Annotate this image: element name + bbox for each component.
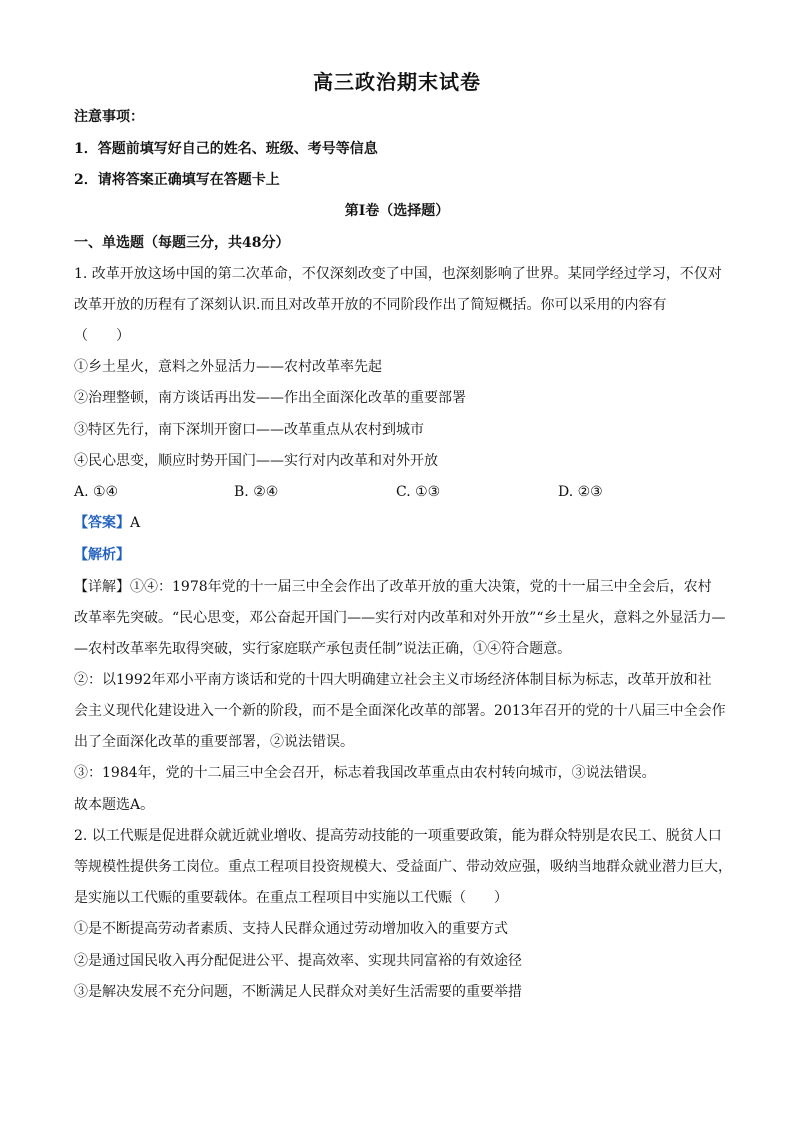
q1-detail-line-1: 【详解】①④：1978年党的十一届三中全会作出了改革开放的重大决策，党的十一届三中全会后，农村: [74, 579, 712, 595]
q2-statement-3: ③是解决发展不充分问题，不断满足人民群众对美好生活需要的重要举措: [74, 984, 522, 1000]
q2-stem-line-2: 等规模性提供务工岗位。重点工程项目投资规模大、受益面广、带动效应强，吸纳当地群众就业潜力巨大，: [74, 859, 732, 875]
q1-option-b: B. ②④: [234, 484, 279, 500]
q2-statement-2: ②是通过国民收入再分配促进公平、提高效率、实现共同富裕的有效途径: [74, 953, 522, 969]
q1-option-d: D. ②③: [558, 484, 603, 500]
q1-option-a: A. ①④: [74, 484, 119, 500]
q1-analysis: [74, 545, 724, 565]
page-title: 高三政治期末试卷: [313, 70, 481, 94]
q1-answer: [74, 513, 724, 533]
q1-detail-line-6: 出了全面深化改革的重要部署，②说法错误。: [74, 734, 354, 750]
q1-detail-line-2: 改革率先突破。“民心思变，邓公奋起开国门——实行对内改革和对外开放”“乡土星火，意料之外显活力—: [74, 610, 726, 626]
q1-statement-2: ②治理整顿，南方谈话再出发——作出全面深化改革的重要部署: [74, 390, 466, 406]
q2-stem-line-3: 是实施以工代赈的重要载体。在重点工程项目中实施以工代赈（ ）: [74, 890, 508, 906]
q2-stem-line-1: 2. 以工代赈是促进群众就近就业增收、提高劳动技能的一项重要政策，能为群众特别是农民工、脱贫人口: [74, 828, 722, 844]
q1-stem-line-2: 改革开放的历程有了深刻认识.而且对改革开放的不同阶段作出了简短概括。你可以采用的内容有: [74, 297, 667, 313]
q1-detail-line-5: 会主义现代化建设进入一个新的阶段，而不是全面深化改革的部署。2013年召开的党的十八届三中全会作: [74, 703, 726, 719]
answer-tag: 【答案】: [74, 515, 130, 531]
answer-value: A: [130, 515, 141, 531]
q1-statement-4: ④民心思变，顺应时势开国门——实行对内改革和对外开放: [74, 453, 438, 469]
q1-stem-line-1: 1. 改革开放这场中国的第二次革命，不仅深刻改变了中国，也深刻影响了世界。某同学经过学习，不仅对: [74, 266, 722, 282]
q1-detail-line-7: ③：1984年，党的十二届三中全会召开，标志着我国改革重点由农村转向城市，③说法错误。: [74, 765, 656, 781]
volume-title: 第I卷（选择题）: [344, 203, 450, 219]
q1-detail-line-4: ②：以1992年邓小平南方谈话和党的十四大明确建立社会主义市场经济体制目标为标志，改革开放和社: [74, 672, 712, 688]
q1-option-c: C. ①③: [396, 484, 441, 500]
q1-detail-line-8: 故本题选A。: [74, 797, 155, 813]
notice-heading: 注意事项：: [74, 109, 144, 125]
notice-item-1: 1．答题前填写好自己的姓名、班级、考号等信息: [74, 141, 378, 157]
q2-statement-1: ①是不断提高劳动者素质、支持人民群众通过劳动增加收入的重要方式: [74, 921, 508, 937]
q1-statement-1: ①乡土星火，意料之外显活力——农村改革率先起: [74, 359, 382, 375]
notice-item-2: 2．请将答案正确填写在答题卡上: [74, 172, 280, 188]
q1-detail-line-3: —农村改革率先取得突破，实行家庭联产承包责任制”说法正确，①④符合题意。: [74, 641, 572, 657]
q1-stem-line-3: （ ）: [74, 328, 130, 344]
analysis-tag: 【解析】: [74, 547, 130, 563]
q1-statement-3: ③特区先行，南下深圳开窗口——改革重点从农村到城市: [74, 422, 424, 438]
section-heading-single-choice: 一、单选题（每题三分，共48分）: [74, 235, 290, 251]
